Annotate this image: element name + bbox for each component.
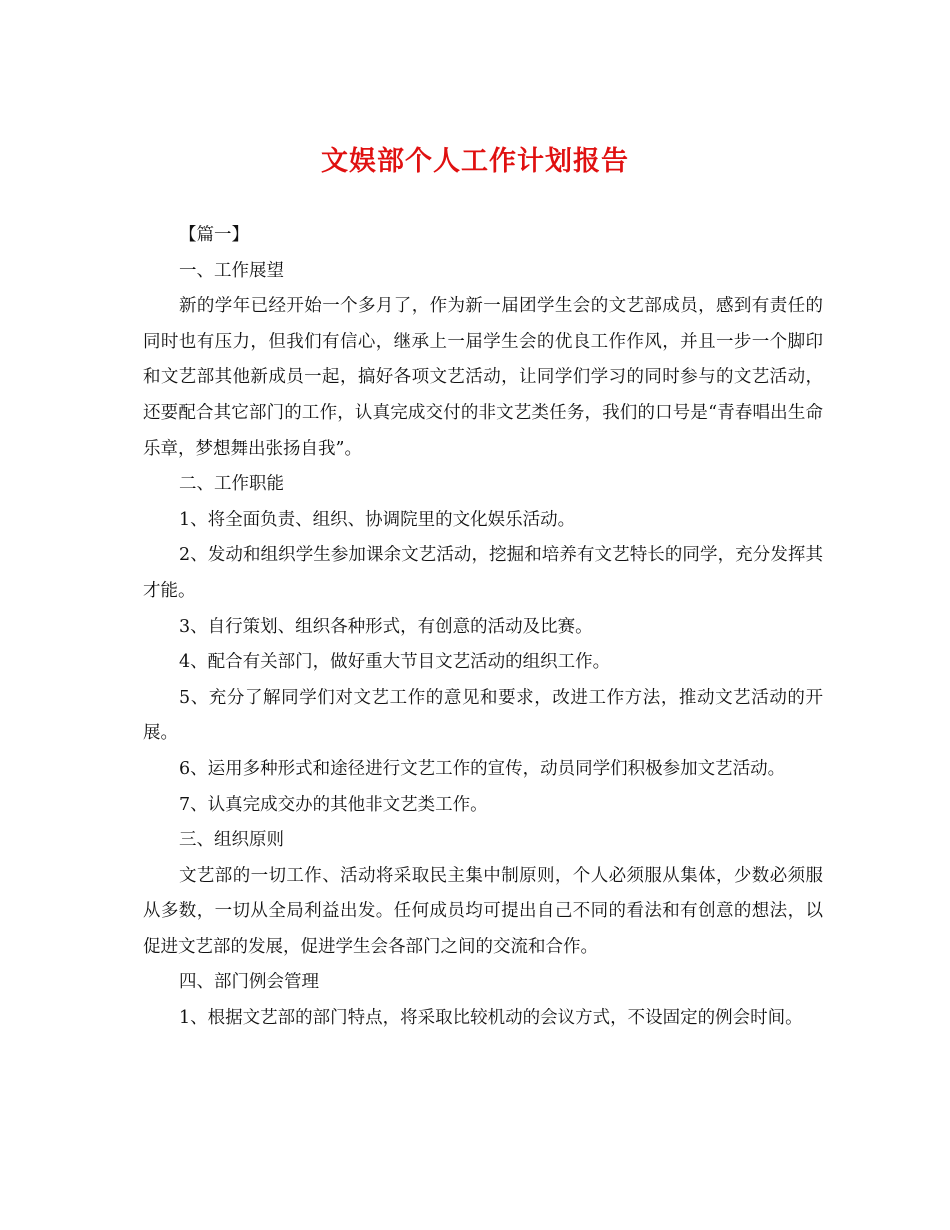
- heading-work-outlook: 一、工作展望: [179, 260, 284, 281]
- list-item-function-4: 4、配合有关部门，做好重大节目文艺活动的组织工作。: [179, 652, 611, 673]
- section-label-part-one: 【篇一】: [179, 225, 249, 245]
- list-item-function-5: 5、充分了解同学们对文艺工作的意见和要求，改进工作方法，推动文艺活动的开展。: [143, 687, 823, 744]
- document-body: [143, 218, 823, 1037]
- list-item-meeting-1: 1、根据文艺部的部门特点，将采取比较机动的会议方式，不设固定的例会时间。: [179, 1008, 803, 1029]
- list-item-function-7: 7、认真完成交办的其他非文艺类工作。: [179, 794, 488, 815]
- list-item-function-3: 3、自行策划、组织各种形式，有创意的活动及比赛。: [179, 616, 593, 637]
- heading-work-functions: 二、工作职能: [179, 474, 284, 495]
- heading-organization-principles: 三、组织原则: [179, 830, 284, 851]
- paragraph-work-outlook: 新的学年已经开始一个多月了，作为新一届团学生会的文艺部成员，感到有责任的同时也有压力，但我们有信心，继承上一届学生会的优良工作作风，并且一步一个脚印和文艺部其他新成员一起，搞好各项文艺活动，让同学们学习的同时参与的文艺活动，还要配合其它部门的工作，认真完成交付的非文艺类任务，我们的口号是“青春唱出生命乐章，梦想舞出张扬自我”。: [143, 296, 823, 459]
- document-title: 文娱部个人工作计划报告: [321, 146, 629, 177]
- list-item-function-1: 1、将全面负责、组织、协调院里的文化娱乐活动。: [179, 509, 576, 530]
- paragraph-organization-principles: 文艺部的一切工作、活动将采取民主集中制原则，个人必须服从集体，少数必须服从多数，一切从全局利益出发。任何成员均可提出自己不同的看法和有创意的想法，以促进文艺部的发展，促进学生会各部门之间的交流和合作。: [143, 865, 823, 957]
- list-item-function-2: 2、发动和组织学生参加课余文艺活动，挖掘和培养有文艺特长的同学，充分发挥其才能。: [143, 545, 823, 601]
- list-item-function-6: 6、运用多种形式和途径进行文艺工作的宣传，动员同学们积极参加文艺活动。: [179, 758, 786, 779]
- heading-meeting-management: 四、部门例会管理: [179, 972, 319, 993]
